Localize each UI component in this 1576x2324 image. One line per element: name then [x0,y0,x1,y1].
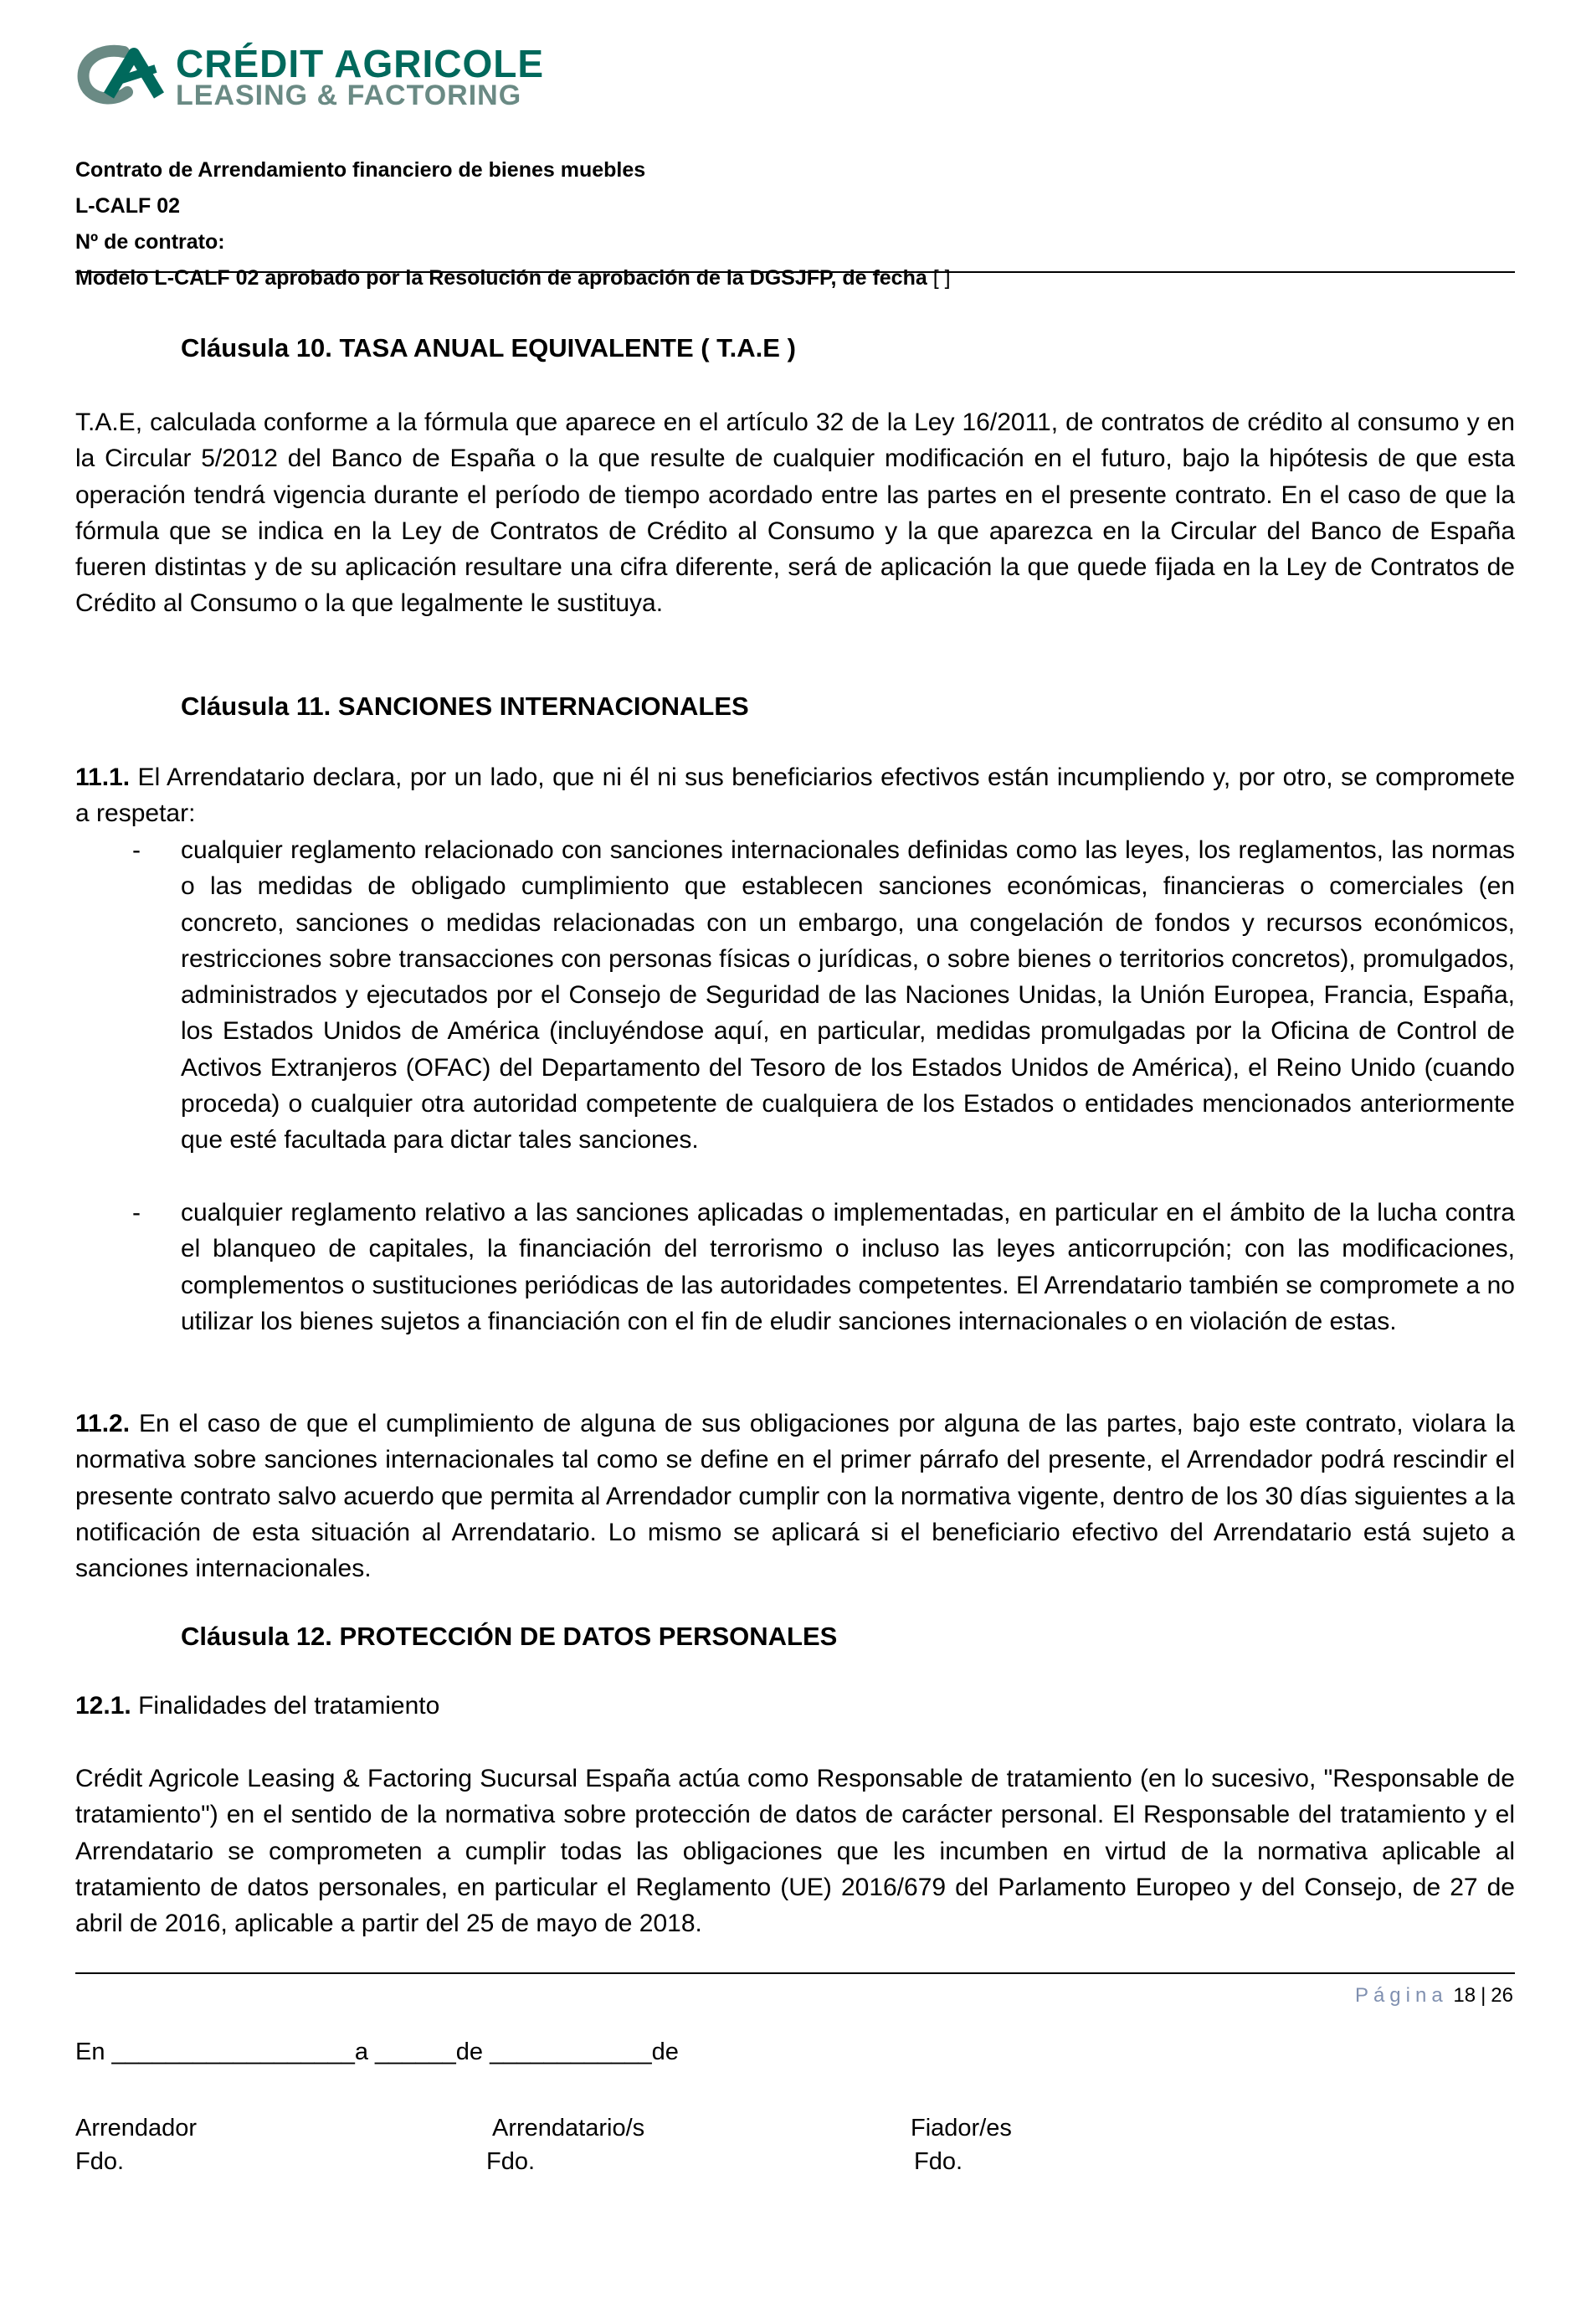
fiador-signature: Fdo. [914,2148,963,2175]
arrendador-signature: Fdo. [75,2148,125,2175]
clause-12-1-number: 12.1. [75,1692,131,1720]
fiador-label: Fiador/es [911,2115,1012,2141]
page-current: 18 [1453,1984,1476,2007]
bullet-dash: - [132,1199,141,1226]
clause-12-heading: Cláusula 12. PROTECCIÓN DE DATOS PERSONALES [181,1622,838,1651]
clause-11-bullet-1-text: cualquier reglamento relacionado con sanciones internacionales definidas como las leyes, los reglamentos, las normas o las medidas de obligado cumplimiento que establecen sanciones económicas, financieras o comerciales (en concreto, sanciones o medidas relacionadas con un embargo, una congelación de fondos y recursos económicos, restricciones sobre transacciones con personas físicas o jurídicas, o sobre bienes o territorios concretos), promulgados, administrados y ejecutados por el Consejo de Seguridad de las Naciones Unidas, la Unión Europea, Francia, España, los Estados Unidos de América (incluyéndose aquí, en particular, medidas promulgadas por la Oficina de Control de Activos Extranjeros (OFAC) del Departamento del Tesoro de los Estados Unidos de América), el Reino Unido (cuando proceda) o cualquier otra autoridad competente de cualquiera de los Estados o entidades mencionados anteriormente que esté facultada para dictar tales sanciones. [181,836,1515,1154]
header-contract-title: Contrato de Arrendamiento financiero de bienes muebles [75,158,646,182]
clause-11-2-paragraph [75,1406,1515,1586]
clause-11-2-number: 11.2. [75,1410,131,1437]
clause-12-1-title [75,1688,1515,1724]
arrendador-label: Arrendador [75,2115,198,2141]
signature-place-date: En __________________a ______de ____________de [75,2039,679,2065]
bullet-dash: - [132,836,141,864]
clause-12-1-text: Finalidades del tratamiento [131,1692,440,1720]
clause-11-1-text: El Arrendatario declara, por un lado, que ni él ni sus beneficiarios efectivos están incumpliendo y, por otro, se compromete a respetar: [75,764,1515,828]
page-label: Página [1354,1984,1448,2007]
page-total: 26 [1491,1984,1513,2007]
clause-11-heading: Cláusula 11. SANCIONES INTERNACIONALES [181,692,749,721]
header-model-code: L-CALF 02 [75,194,180,218]
logo-line-2: LEASING & FACTORING [176,80,522,111]
logo-mark-icon [75,44,172,111]
footer-divider [75,1972,1515,1974]
clause-11-1-number: 11.1. [75,764,131,791]
company-logo [75,44,578,111]
document-header [75,152,1515,296]
page-number [1355,1984,1513,2008]
header-divider [75,271,1515,273]
clause-10-text: T.A.E, calculada conforme a la fórmula que aparece en el artículo 32 de la Ley 16/2011, de contratos de crédito al consumo y en la Circular 5/2012 del Banco de España o la que resulte de cualquier modificación en el futuro, bajo la hipótesis de que esta operación tendrá vigencia durante el período de tiempo acordado entre las partes en el presente contrato. En el caso de que la fórmula que se indica en la Ley de Contratos de Crédito al Consumo y la que aparezca en la Circular del Banco de España fueren distintas y de su aplicación resultare una cifra diferente, será de aplicación la que quede fijada en la Ley de Contratos de Crédito al Consumo o la que legalmente le sustituya. [75,409,1515,618]
header-approval-text: Modelo L-CALF 02 aprobado por la Resolución de aprobación de la DGSJFP, de fecha [75,266,927,290]
clause-12-text: Crédit Agricole Leasing & Factoring Sucursal España actúa como Responsable de tratamiento (en lo sucesivo, "Responsable de tratamiento") en el sentido de la normativa sobre protección de datos de carácter personal. El Responsable del tratamiento y el Arrendatario se comprometen a cumplir todas las obligaciones que les incumben en virtud de la normativa aplicable al tratamiento de datos personales, en particular el Reglamento (UE) 2016/679 del Parlamento Europeo y del Consejo, de 27 de abril de 2016, aplicable a partir del 25 de mayo de 2018. [75,1765,1515,1938]
header-contract-number: Nº de contrato: [75,230,225,254]
page-separator: | [1481,1984,1486,2007]
header-date-bracket: [ ] [932,266,951,290]
clause-11-2-text: En el caso de que el cumplimiento de alguna de sus obligaciones por alguna de las partes, bajo este contrato, violara la normativa sobre sanciones internacionales tal como se define en el primer párrafo del presente, el Arrendador podrá rescindir el presente contrato salvo acuerdo que permita al Arrendador cumplir con la normativa vigente, dentro de los 30 días siguientes a la notificación de esta situación al Arrendatario. Lo mismo se aplicará si el beneficiario efectivo del Arrendatario está sujeto a sanciones internacionales. [75,1410,1515,1583]
header-approval-line [75,260,1515,296]
arrendatario-signature: Fdo. [486,2148,536,2175]
logo-line-1: CRÉDIT AGRICOLE [176,42,545,85]
clause-11-bullet-2-text: cualquier reglamento relativo a las sanciones aplicadas o implementadas, en particular en el ámbito de la lucha contra el blanqueo de capitales, la financiación del terrorismo o incluso las leyes anticorrupción; con las modificaciones, complementos o sustituciones periódicas de las autoridades competentes. El Arrendatario también se compromete a no utilizar los bienes sujetos a financiación con el fin de eludir sanciones internacionales o en violación de estas. [181,1199,1515,1335]
arrendatario-label: Arrendatario/s [492,2115,645,2141]
clause-11-1-paragraph [75,759,1515,832]
clause-10-heading: Cláusula 10. TASA ANUAL EQUIVALENTE ( T.A.E ) [181,333,796,362]
